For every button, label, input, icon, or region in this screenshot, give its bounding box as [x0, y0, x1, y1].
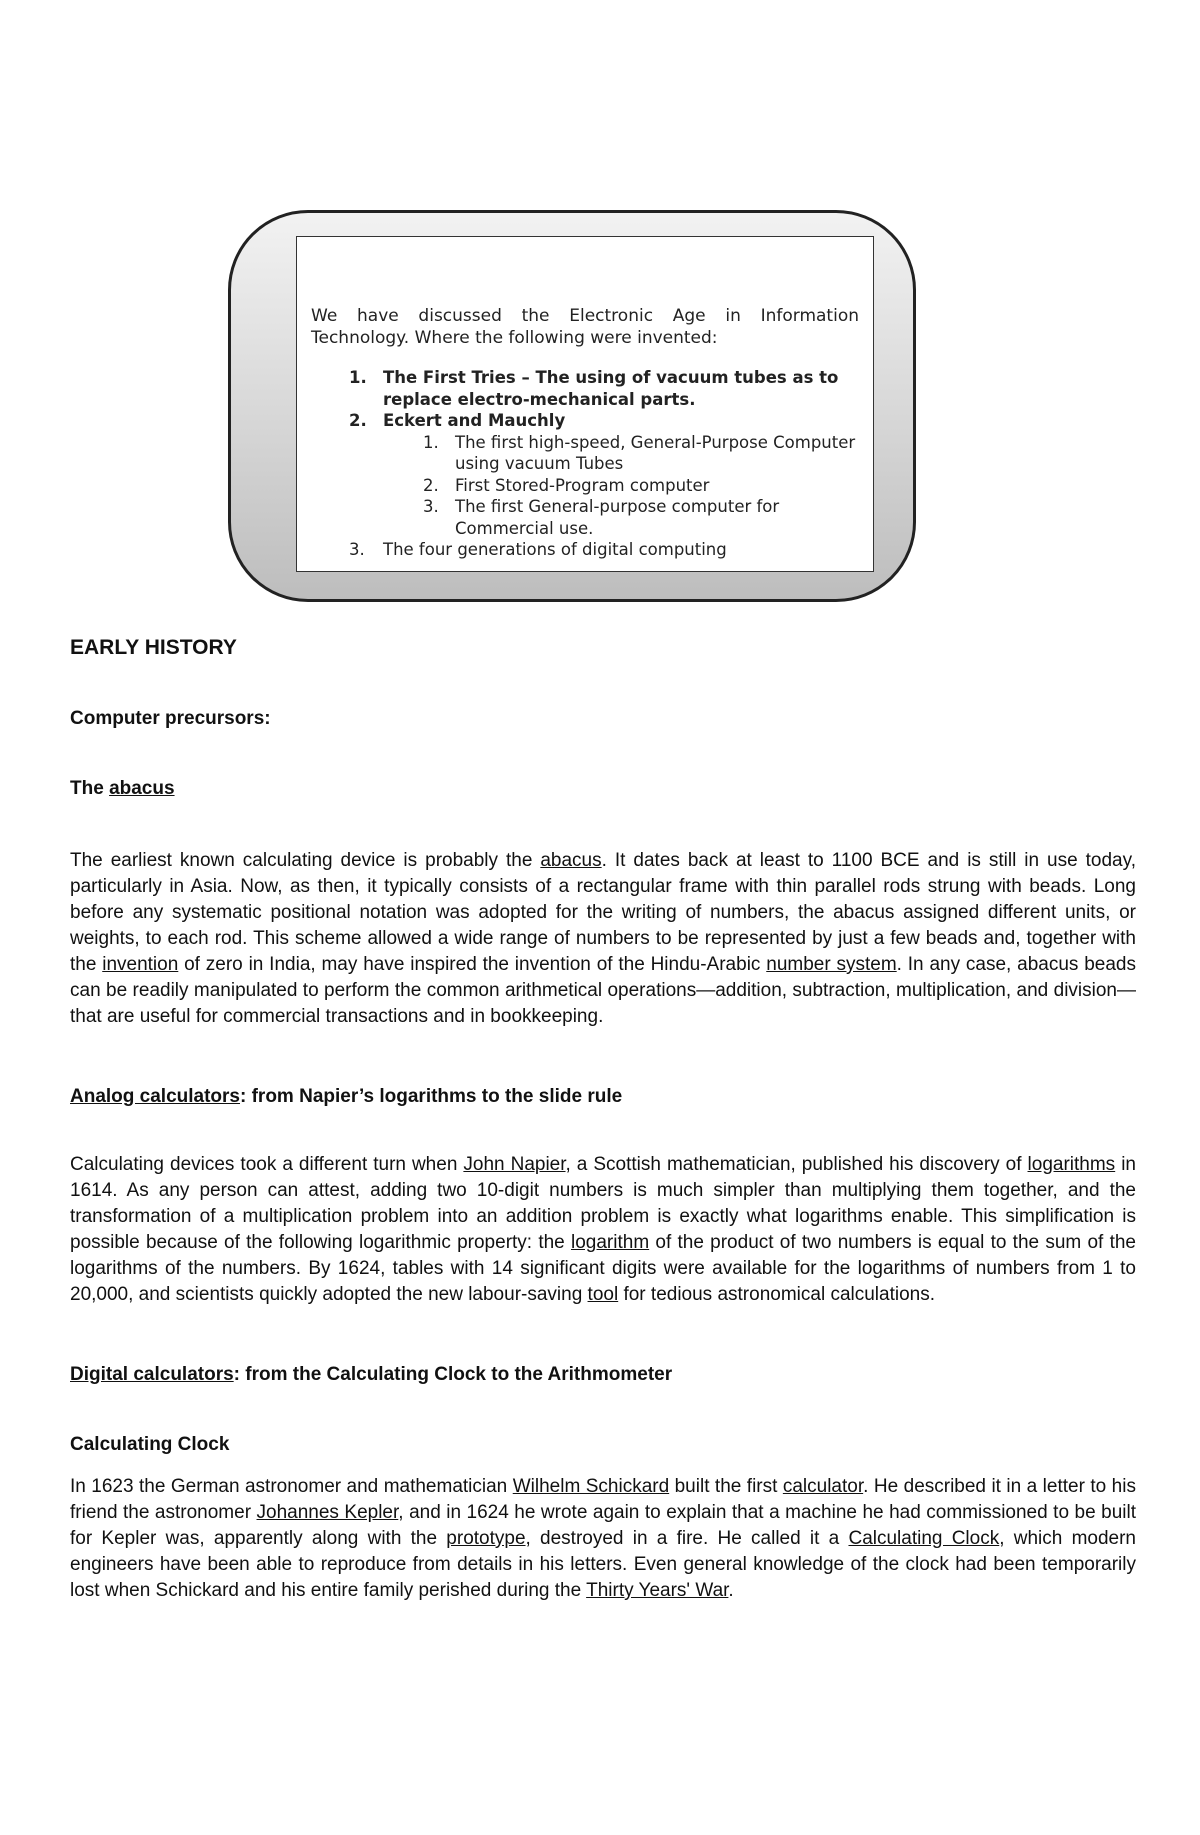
outline-item-text: Eckert and Mauchly [383, 411, 566, 430]
outline-subitem-text: The first high-speed, General-Purpose Computer using vacuum Tubes [455, 432, 856, 473]
outline-item-number: 3. [349, 540, 365, 559]
text-run: . He described it in a letter to his friend the astronomer [70, 1476, 1136, 1523]
text-run: , and in 1624 he wrote again to explain that a machine he had commissioned to be built for Kepler was, apparently along with the [70, 1502, 1137, 1549]
subheading-calculating-clock: Calculating Clock [70, 1434, 230, 1455]
outline-item [311, 539, 859, 561]
text-run: Calculating devices took a different turn when [70, 1154, 464, 1175]
text-run: . It dates back at least to 1100 BCE and is still in use today, particularly in Asia. Now, as then, it typically consists of a rectangular frame with thin parallel rods strung with beads. Long before any systematic positional notation was adopted for the writing of numbers, the abacus assigned different units, or weights, to each rod. This scheme allowed a wide range of numbers to be represented by just a few beads and, together with the [70, 850, 1136, 975]
summary-outline [311, 367, 859, 561]
subheading-prefix: The [70, 778, 110, 799]
link-prototype[interactable]: prototype [446, 1528, 526, 1549]
summary-intro: We have discussed the Electronic Age in Information Technology. Where the following were invented: [311, 306, 859, 348]
outline-subitem-number: 3. [423, 497, 439, 516]
text-run: built the first [669, 1476, 783, 1497]
link-digital-calculators[interactable]: Digital calculators [70, 1364, 234, 1385]
outline-item-number: 1. [349, 368, 367, 387]
subheading-analog-calculators [70, 1086, 622, 1108]
subheading-digital-calculators [70, 1364, 672, 1386]
summary-box [296, 236, 874, 572]
text-run: In 1623 the German astronomer and mathematician [70, 1476, 513, 1497]
outline-subitem-text: First Stored-Program computer [455, 475, 710, 495]
link-john-napier[interactable]: John Napier [463, 1154, 566, 1175]
link-logarithms[interactable]: logarithms [1027, 1154, 1116, 1175]
link-thirty-years-war[interactable]: Thirty Years' War [586, 1580, 729, 1601]
text-run: . [728, 1580, 734, 1601]
text-run: The earliest known calculating device is probably the [70, 850, 541, 871]
text-run: , a Scottish mathematician, published his discovery of [565, 1154, 1028, 1175]
text-run: of the product of two numbers is equal to the sum of the logarithms of the numbers. By 1624, tables with 14 significant digits were available for the logarithms of numbers from 1 to 20,000, and scientists quickly adopted the new labour-saving [70, 1232, 1136, 1305]
subheading-computer-precursors: Computer precursors: [70, 708, 271, 729]
link-abacus[interactable]: abacus [540, 850, 602, 871]
link-invention[interactable]: invention [102, 954, 179, 975]
link-johannes-kepler[interactable]: Johannes Kepler [256, 1502, 399, 1523]
link-wilhelm-schickard[interactable]: Wilhelm Schickard [512, 1476, 670, 1497]
outline-subitem-number: 2. [423, 475, 439, 495]
outline-item-number: 2. [349, 411, 367, 430]
text-run: , destroyed in a fire. He called it a [525, 1528, 849, 1549]
link-analog-calculators[interactable]: Analog calculators [70, 1086, 240, 1107]
link-number-system[interactable]: number system [766, 954, 897, 975]
outline-item [311, 367, 859, 410]
outline-subitem [311, 432, 859, 475]
subheading-rest: : from the Calculating Clock to the Arithmometer [233, 1364, 673, 1385]
link-tool[interactable]: tool [587, 1284, 619, 1305]
link-logarithm[interactable]: logarithm [571, 1232, 650, 1253]
link-calculating-clock[interactable]: Calculating Clock [848, 1528, 1000, 1549]
outline-item-text: The four generations of digital computing [383, 540, 727, 559]
text-run: , which modern engineers have been able to reproduce from details in his letters. Even general knowledge of the clock had been temporarily lost when Schickard and his entire family perished during the [70, 1528, 1136, 1601]
outline-item-text: The First Tries – The using of vacuum tubes as to replace electro-mechanical parts. [383, 368, 839, 409]
outline-subitem-number: 1. [423, 432, 439, 452]
abacus-heading-link[interactable]: abacus [109, 778, 175, 799]
text-run: . In any case, abacus beads can be readily manipulated to perform the common arithmetical operations—addition, subtraction, multiplication, and division—that are useful for commercial transactions and in bookkeeping. [70, 954, 1136, 1027]
section-heading-early-history: EARLY HISTORY [70, 636, 237, 659]
text-run: in 1614. As any person can attest, adding two 10-digit numbers is much simpler than multiplying them together, and the transformation of a multiplication problem into an addition problem is exactly what logarithms enable. This simplification is possible because of the following logarithmic property: the [70, 1154, 1136, 1253]
paragraph-abacus [70, 848, 1136, 1030]
paragraph-analog [70, 1152, 1136, 1308]
text-run: of zero in India, may have inspired the invention of the Hindu-Arabic [178, 954, 767, 975]
outline-subitem-text: The first General-purpose computer for Commercial use. [455, 497, 780, 538]
outline-subitem [311, 496, 859, 539]
link-calculator[interactable]: calculator [782, 1476, 864, 1497]
outline-subitem [311, 475, 859, 497]
subheading-rest: : from Napier’s logarithms to the slide rule [240, 1086, 623, 1107]
subheading-abacus [70, 778, 175, 800]
text-run: for tedious astronomical calculations. [618, 1284, 936, 1305]
outline-item [311, 410, 859, 432]
paragraph-calculating-clock [70, 1474, 1136, 1604]
